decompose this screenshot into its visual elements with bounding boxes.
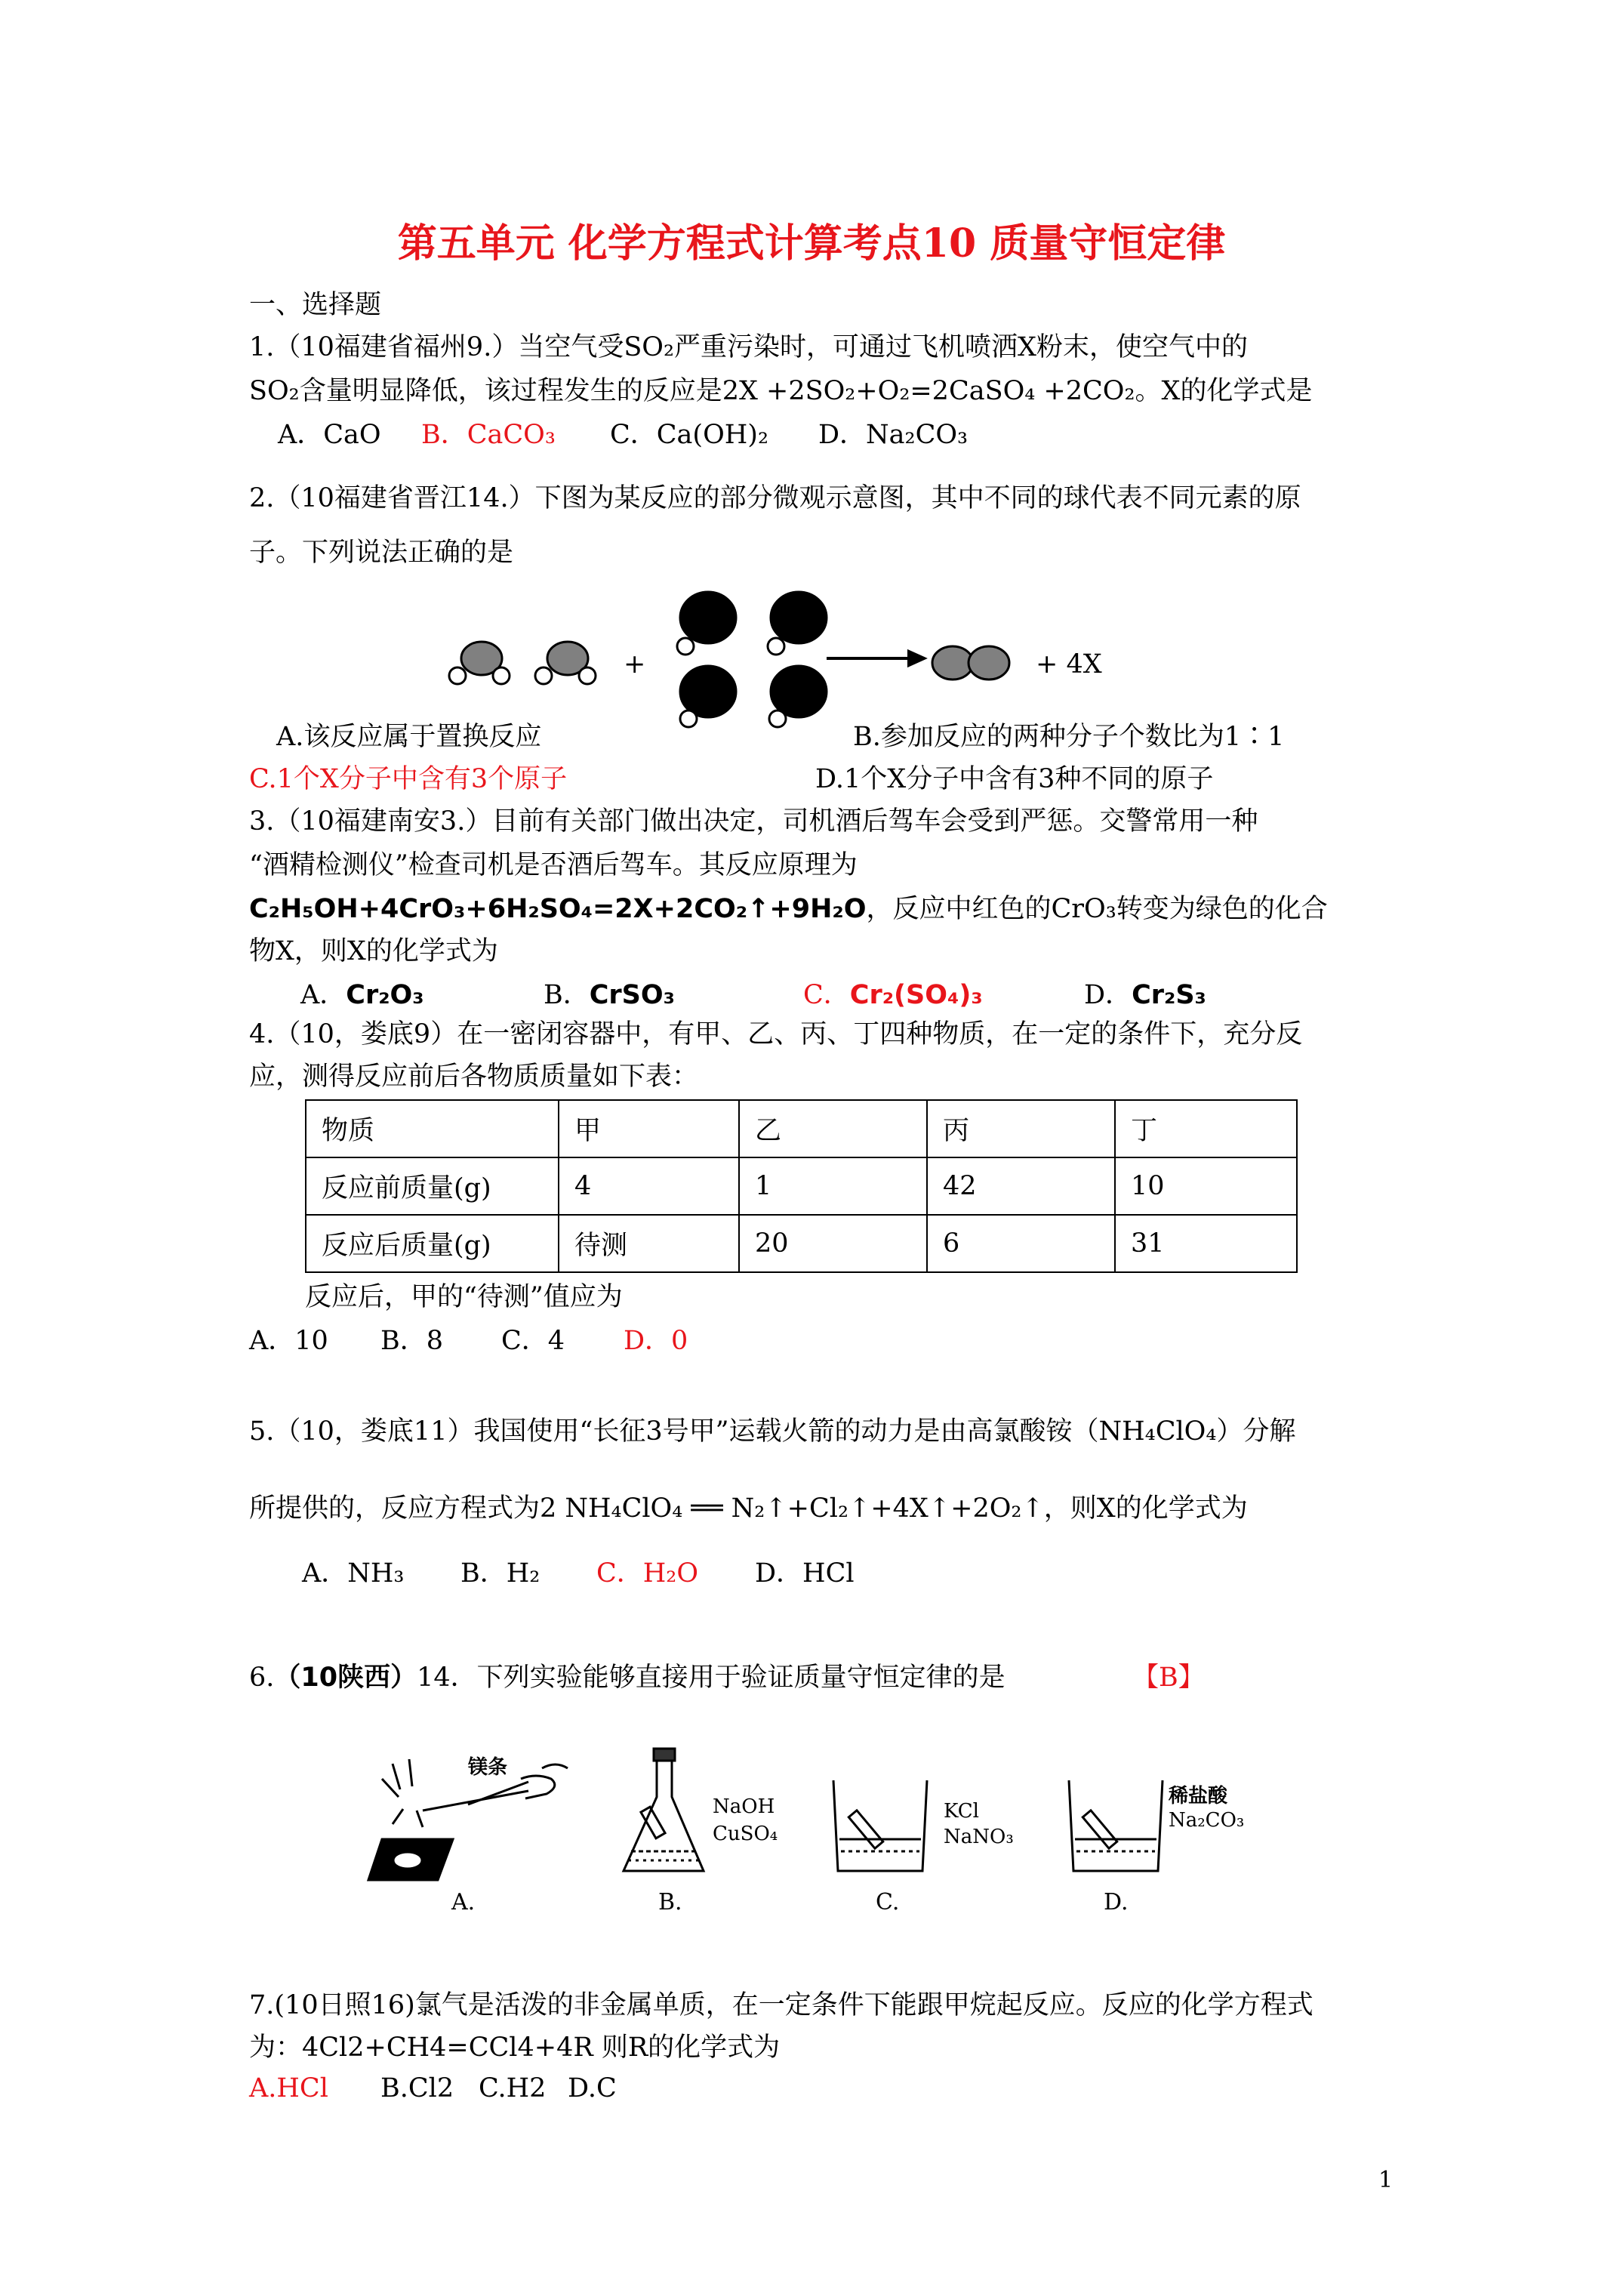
figure-b-label-2: CuSO₄ <box>713 1823 778 1845</box>
q1-option-b: B．CaCO₃ <box>421 420 556 450</box>
q3-equation: C₂H₅OH+4CrO₃+6H₂SO₄=2X+2CO₂↑+9H₂O <box>249 894 867 924</box>
q7-line2: 为：4Cl2+CH4=CCl4+4R 则R的化学式为 <box>249 2032 781 2063</box>
q4-option-c: C．4 <box>501 1326 565 1356</box>
table-cell: 31 <box>1115 1215 1297 1272</box>
q2-line1: 2.（10福建省晋江14.）下图为某反应的部分微观示意图，其中不同的球代表不同元素的原 <box>249 483 1301 513</box>
table-cell: 42 <box>927 1157 1115 1215</box>
q3-option-b-label: B． <box>544 980 590 1010</box>
q3-line2: “酒精检测仪”检查司机是否酒后驾车。其反应原理为 <box>249 850 858 880</box>
q3-option-a-formula: Cr₂O₃ <box>346 980 424 1010</box>
figure-b-caption: B. <box>658 1889 682 1915</box>
q5-line2: 所提供的，反应方程式为2 NH₄ClO₄ ══ N₂↑+Cl₂↑+4X↑+2O₂↑，则X的化学式为 <box>249 1493 1248 1524</box>
figure-a-caption: A. <box>451 1889 476 1915</box>
q2-option-c: C.1个X分子中含有3个原子 <box>249 764 568 794</box>
q4-option-a: A．10 <box>249 1326 328 1356</box>
table-cell: 10 <box>1115 1157 1297 1215</box>
q1-line2: SO₂含量明显降低，该过程发生的反应是2X +2SO₂+O₂=2CaSO₄ +2CO₂。X的化学式是 <box>249 376 1313 406</box>
section-heading: 一、选择题 <box>249 290 382 320</box>
table-cell: 反应后质量(g) <box>306 1215 559 1272</box>
q2-line2: 子。下列说法正确的是 <box>249 538 514 568</box>
q1-line1: 1.（10福建省福州9.）当空气受SO₂严重污染时，可通过飞机喷洒X粉末，使空气中的 <box>249 332 1248 362</box>
table-cell: 反应前质量(g) <box>306 1157 559 1215</box>
figure-d-label-1: 稀盐酸 <box>1169 1785 1228 1808</box>
q5-option-c: C．H₂O <box>596 1558 699 1589</box>
q6-text: 14．下列实验能够直接用于验证质量守恒定律的是 <box>417 1663 1006 1693</box>
q3-line4: 物X，则X的化学式为 <box>249 936 498 966</box>
q3-line3-tail: ，反应中红色的CrO₃转变为绿色的化合 <box>866 894 1328 924</box>
q7-option-a: A.HCl <box>249 2073 328 2103</box>
table-cell: 甲 <box>559 1100 739 1157</box>
q5-option-d: D．HCl <box>755 1558 855 1589</box>
q5-option-a: A．NH₃ <box>302 1558 405 1589</box>
q6-source: （10陕西） <box>274 1663 417 1693</box>
diagram-product-label: + 4X <box>1036 649 1102 680</box>
q3-option-a-label: A． <box>300 980 346 1010</box>
diagram-plus: + <box>624 649 646 680</box>
table-cell: 丙 <box>927 1100 1115 1157</box>
q2-option-d: D.1个X分子中含有3种不同的原子 <box>815 764 1214 794</box>
figure-c-caption: C. <box>876 1889 900 1915</box>
table-cell: 物质 <box>306 1100 559 1157</box>
q4-after-text: 反应后，甲的“待测”值应为 <box>305 1282 623 1312</box>
figure-d-beaker <box>1069 1780 1163 1871</box>
table-cell: 乙 <box>739 1100 927 1157</box>
q4-option-d: D．0 <box>624 1326 688 1356</box>
figure-c-label-2: NaNO₃ <box>944 1826 1014 1848</box>
q3-option-c-label: C． <box>803 980 850 1010</box>
table-cell: 4 <box>559 1157 739 1215</box>
q2-option-b: B.参加反应的两种分子个数比为1∶1 <box>853 722 1285 752</box>
table-cell: 20 <box>739 1215 927 1272</box>
table-cell: 待测 <box>559 1215 739 1272</box>
q1-option-d: D．Na₂CO₃ <box>818 420 969 450</box>
table-cell: 1 <box>739 1157 927 1215</box>
q5-option-b: B．H₂ <box>460 1558 540 1589</box>
q3-option-d-formula: Cr₂S₃ <box>1132 980 1206 1010</box>
q3-option-d-label: D． <box>1084 980 1132 1010</box>
figure-c-beaker <box>833 1780 927 1871</box>
figure-c-label-1: KCl <box>944 1800 979 1823</box>
figure-d-label-2: Na₂CO₃ <box>1169 1809 1245 1832</box>
figure-b-flask <box>624 1749 704 1871</box>
q1-option-a: A．CaO <box>278 420 381 450</box>
page-number: 1 <box>1378 2167 1394 2193</box>
q2-option-a: A.该反应属于置换反应 <box>276 722 542 752</box>
q7-line1: 7.(10日照16)氯气是活泼的非金属单质，在一定条件下能跟甲烷起反应。反应的化学方程式 <box>249 1990 1313 2020</box>
q4-option-b: B．8 <box>380 1326 443 1356</box>
figure-b-label-1: NaOH <box>713 1795 775 1818</box>
q1-option-c: C．Ca(OH)₂ <box>610 420 768 450</box>
table-cell: 6 <box>927 1215 1115 1272</box>
q7-option-d: D.C <box>568 2073 617 2103</box>
q4-line2: 应，测得反应前后各物质质量如下表： <box>249 1062 699 1092</box>
q6-prefix: 6. <box>249 1663 275 1693</box>
q6-answer: 【B】 <box>1132 1663 1205 1693</box>
q3-option-b-formula: CrSO₃ <box>589 980 675 1010</box>
q3-option-c-formula: Cr₂(SO₄)₃ <box>849 980 983 1010</box>
q5-line1: 5.（10，娄底11）我国使用“长征3号甲”运载火箭的动力是由高氯酸铵（NH₄ClO₄）分解 <box>249 1416 1296 1447</box>
table-cell: 丁 <box>1115 1100 1297 1157</box>
figure-d-caption: D. <box>1104 1889 1129 1915</box>
q3-line1: 3.（10福建南安3.）目前有关部门做出决定，司机酒后驾车会受到严惩。交警常用一种 <box>249 806 1258 837</box>
q4-line1: 4.（10，娄底9）在一密闭容器中，有甲、乙、丙、丁四种物质，在一定的条件下，充分反 <box>249 1019 1303 1049</box>
q7-option-c: C.H2 <box>479 2073 547 2103</box>
q7-option-b: B.Cl2 <box>380 2073 454 2103</box>
figure-a-label: 镁条 <box>468 1756 508 1779</box>
page-title: 第五单元 化学方程式计算考点10 质量守恒定律 <box>397 220 1226 267</box>
